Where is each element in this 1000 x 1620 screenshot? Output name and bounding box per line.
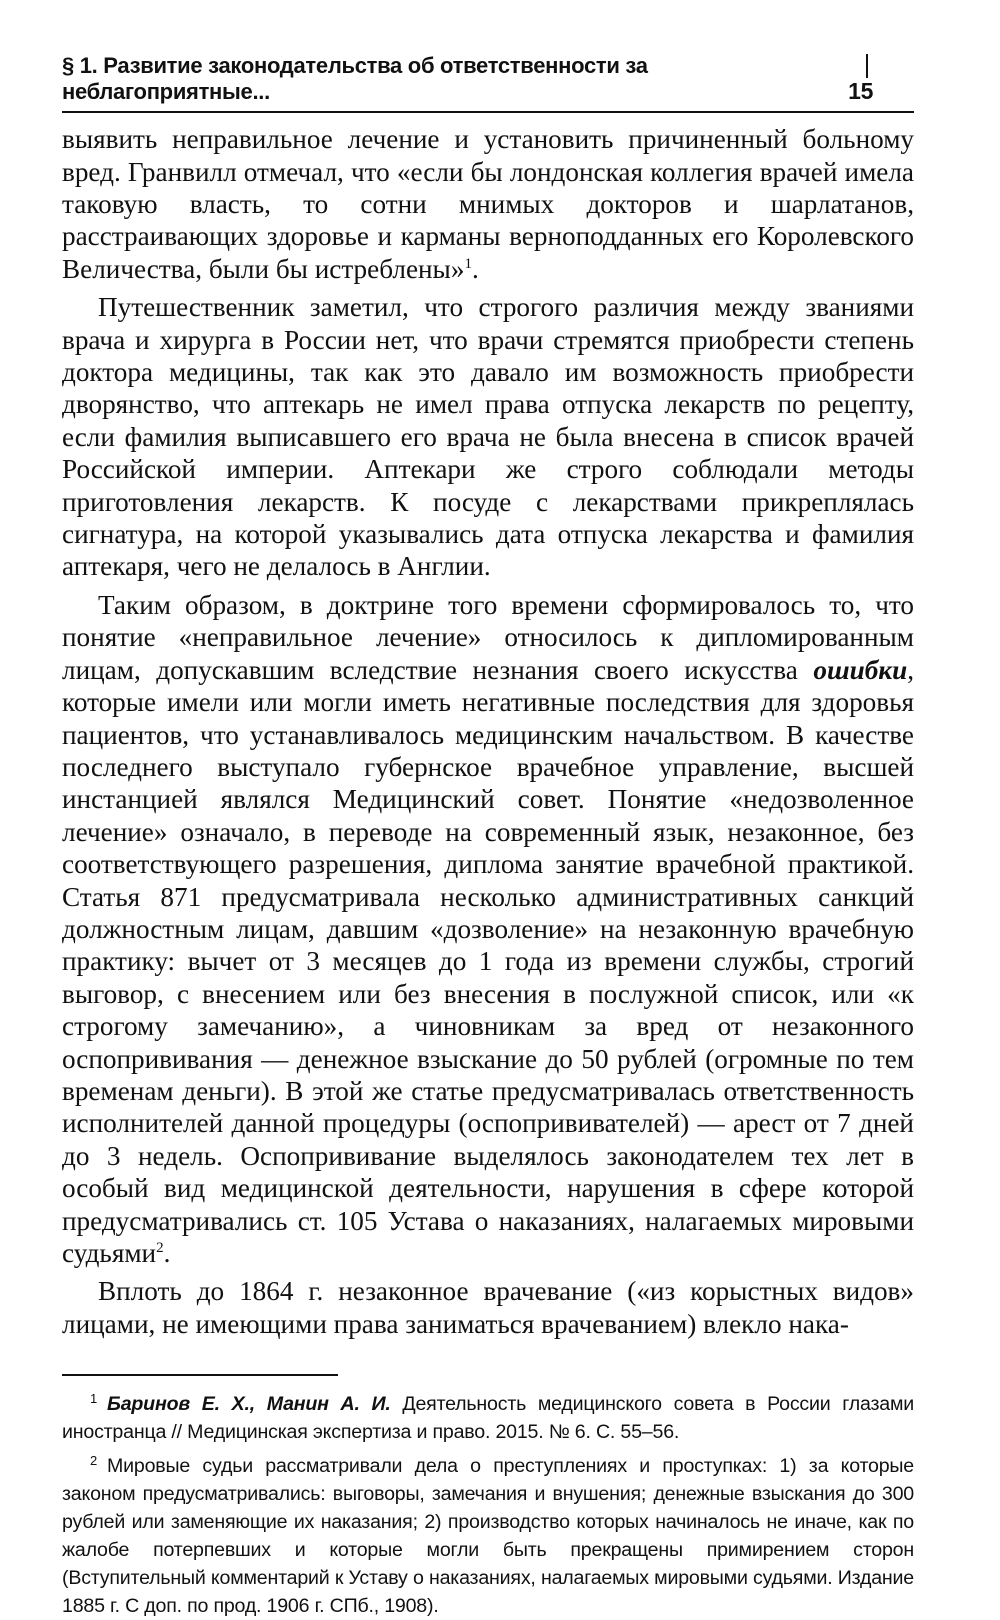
footnote-1-text: Деятельность медицинского совета в России глазами иностранца // Медицинская экспертиза и право. 2015. № 6. С. 55–56.	[62, 1393, 914, 1444]
footnote-2	[62, 1452, 914, 1620]
footnote-ref-2[interactable]: 2	[156, 1239, 164, 1256]
running-header	[62, 52, 914, 113]
paragraph-3-text-b: , которые имели или могли иметь негативные последствия для здоровья пациентов, что устанавливалось медицинским начальством. В качестве последнего выступало губернское врачебное управление, высшей инстанцией являлся Медицинский совет. Понятие «недозволенное лечение» означало, в переводе на современный язык, незаконное, без соответствующего разрешения, диплома занятие врачебной практикой. Статья 871 предусматривала несколько административных санкций должностным лицам, давшим «дозволение» на незаконную врачебную практику: вычет от 3 месяцев до 1 года из времени службы, строгий выговор, с внесением или без внесения в послужной список, или «к строгому замечанию», а чиновникам за вред от незаконного оспопрививания — денежное взыскание до 50 рублей (огромные по тем временам деньги). В этой же статье предусматривалась ответственность исполнителей данной процедуры (оспопрививателей) — арест от 7 дней до 3 недель. Оспопрививание выделялось законодателем тех лет в особый вид медицинской деятельности, нарушения в сфере которой предусматривались ст. 105 Устава о наказаниях, налагаемых мировыми судьями	[62, 654, 914, 1268]
paragraph-1-end: .	[471, 253, 479, 284]
footnotes	[62, 1390, 914, 1620]
footnote-divider	[62, 1374, 338, 1376]
main-text	[62, 123, 914, 1340]
paragraph-1	[62, 123, 914, 285]
page-number: 15	[848, 78, 874, 105]
book-page	[62, 52, 914, 1620]
paragraph-3-end: .	[163, 1238, 171, 1268]
paragraph-3	[62, 589, 914, 1270]
paragraph-3-text-a: Таким образом, в доктрине того времени сформировалось то, что понятие «неправильное лечение» относилось к дипломированным лицам, допускавшим вследствие незнания своего искусства	[62, 589, 914, 685]
paragraph-1-text: выявить неправильное лечение и установить причиненный больному вред. Гранвилл отмечал, что «если бы лондонская коллегия врачей имела таковую власть, то сотни мнимых докторов и шарлатанов, расстраивающих здоровье и карманы верноподданных его Королевского Величества, были бы истреблены»	[62, 124, 914, 284]
paragraph-3-emphasis: ошибки	[813, 654, 908, 685]
footnote-1-authors: Баринов Е. Х., Манин А. И.	[107, 1393, 391, 1416]
footnote-ref-1[interactable]: 1	[464, 255, 472, 272]
running-title: § 1. Развитие законодательства об ответственности за неблагоприятные...	[62, 53, 648, 105]
header-separator	[866, 54, 868, 78]
footnote-1-mark: 1	[90, 1390, 98, 1406]
footnote-1	[62, 1390, 914, 1446]
header-right	[848, 52, 914, 105]
paragraph-2: Путешественник заметил, что строгого различия между званиями врача и хирурга в России нет, что врачи стремятся приобрести степень доктора медицины, так как это давало им возможность приобрести дворянство, что аптекарь не имел права отпуска лекарств по рецепту, если фамилия выписавшего его врача не была внесена в список врачей Российской империи. Аптекари же строго соблюдали методы приготовления лекарств. К посуде с лекарствами прикреплялась сигнатура, на которой указывались дата отпуска лекарства и фамилия аптекаря, чего не делалось в Англии.	[62, 292, 914, 582]
footnote-2-text: Мировые судьи рассматривали дела о преступлениях и проступках: 1) за которые законом предусматривались: выговоры, замечания и внушения; денежные взыскания до 300 рублей или заменяющие их наказания; 2) производство которых начиналось не иначе, как по жалобе потерпевших и которые могли быть прекращены примирением сторон (Вступительный комментарий к Уставу о наказаниях, налагаемых мировыми судьями. Издание 1885 г. С доп. по прод. 1906 г. СПб., 1908).	[62, 1455, 914, 1618]
footnote-2-mark: 2	[90, 1452, 98, 1468]
paragraph-4: Вплоть до 1864 г. незаконное врачевание («из корыстных видов» лицами, не имеющими права заниматься врачеванием) влекло нака-	[62, 1276, 914, 1339]
